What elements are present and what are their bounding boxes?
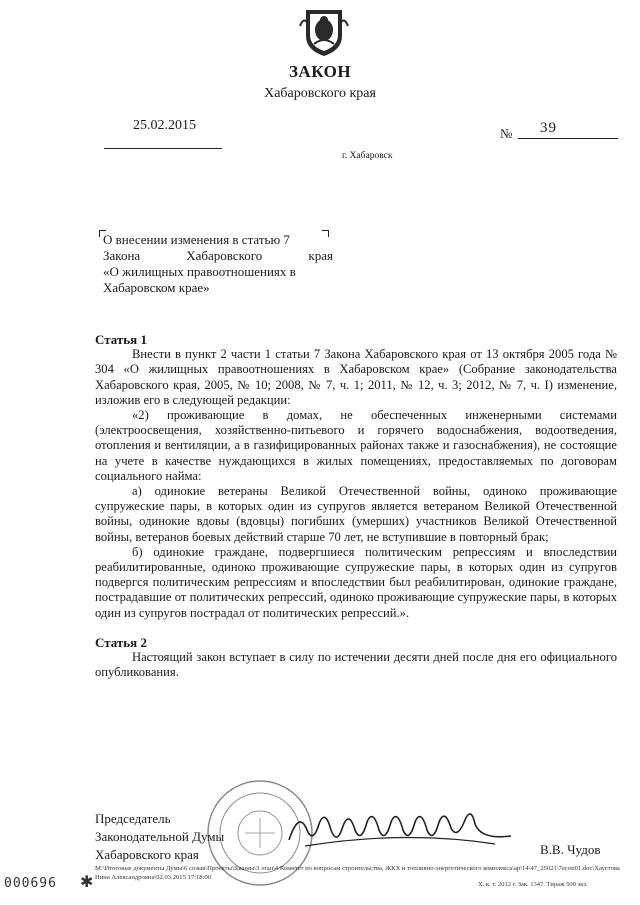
article-2-title: Статья 2 (95, 634, 147, 650)
document-title: ЗАКОН (288, 62, 352, 81)
signatory-name: В.В. Чудов (540, 842, 601, 857)
heading-word: Закона (103, 248, 141, 263)
article-1-paragraph: «2) проживающие в домах, не обеспеченных инженерными системами (электроосвещения, хозяйственно-питьевого и горячего водоснабжения, водоотведения, отопления и вентиляции, а в газифицированных районах также и газоснабжения), не состоящие на учете в качестве нуждающихся в жилых помещениях, предоставляемых по договорам социального найма: (95, 408, 617, 483)
document-date: 25.02.2015 (133, 118, 196, 133)
article-1-paragraph: б) одинокие граждане, подвергшиеся политическим репрессиям и впоследствии реабилитированные, одиноко проживающие супружеские пары, в которых один из супругов подвергся политическим репрессиям и впоследствии был реабилитирован, одинокие граждане, пострадавшие от политических репрессий, одиноко проживающие супружеские пары, в которых один из супругов пострадал от политических репрессий.». (95, 544, 617, 620)
date-underline (104, 148, 222, 149)
number-underline (518, 138, 618, 139)
signatory-line: Хабаровского края (95, 847, 199, 862)
heading-line (103, 248, 333, 264)
article-1-paragraph: а) одинокие ветераны Великой Отечественной войны, одиноко проживающие супружеские пары, в которых один из супругов является ветераном Великой Отечественной войны, одинокие вдовы (вдовцы) погибших (умерших) участников Великой Отечественной войны, ветеранов боевых действий старше 70 лет, не вступившие в повторный брак; (95, 484, 617, 544)
handwritten-signature-icon (285, 800, 515, 858)
law-heading (103, 232, 333, 296)
document-number: 39 (540, 120, 557, 136)
heading-line: «О жилищных правоотношениях в (103, 264, 296, 279)
heading-word: края (308, 248, 333, 263)
document-subtitle: Хабаровского края (264, 86, 376, 101)
stamp-number: 000696 (4, 876, 57, 891)
heading-line: О внесении изменения в статью 7 (103, 232, 290, 247)
signatory-line: Председатель (95, 811, 171, 826)
law-body (95, 332, 617, 680)
signatory-title (95, 810, 224, 864)
print-info: Х. к. т. 2012 г. Зак. 1347. Тираж 500 экз. (478, 881, 588, 888)
file-path-footer: M:\Итоговые документы Думы\6 созыв\Проекты\Законы\3 этап\4 Комитет по вопросам строительства, ЖКХ и топливно-энергетического комплекса\ap\14\47_25021\7ecoп01.doc\Хаустова Нина Александровна\02.03.2015 17:18:00 (95, 865, 620, 881)
document-city: г. Хабаровск (342, 151, 393, 161)
article-2-paragraph: Настоящий закон вступает в силу по истечении десяти дней после дня его официального опубликования. (95, 650, 617, 680)
article-1-paragraph: Внести в пункт 2 части 1 статьи 7 Закона Хабаровского края от 13 октября 2005 года № 304 «О жилищных правоотношениях в Хабаровском крае» (Собрание законодательства Хабаровского края, 2005, № 10; 2008, № 7, ч. 1; 2011, № 12, ч. 3; 2012, № 7, ч. I) изменение, изложив его в следующей редакции: (95, 347, 617, 407)
signatory-line: Законодательной Думы (95, 829, 225, 844)
coat-of-arms-icon (296, 6, 352, 58)
number-sign: № (500, 126, 513, 141)
heading-word: Хабаровского (186, 248, 263, 263)
article-1-title: Статья 1 (95, 332, 147, 347)
heading-line: Хабаровском крае» (103, 280, 210, 295)
star-mark: ✱ (80, 874, 94, 891)
